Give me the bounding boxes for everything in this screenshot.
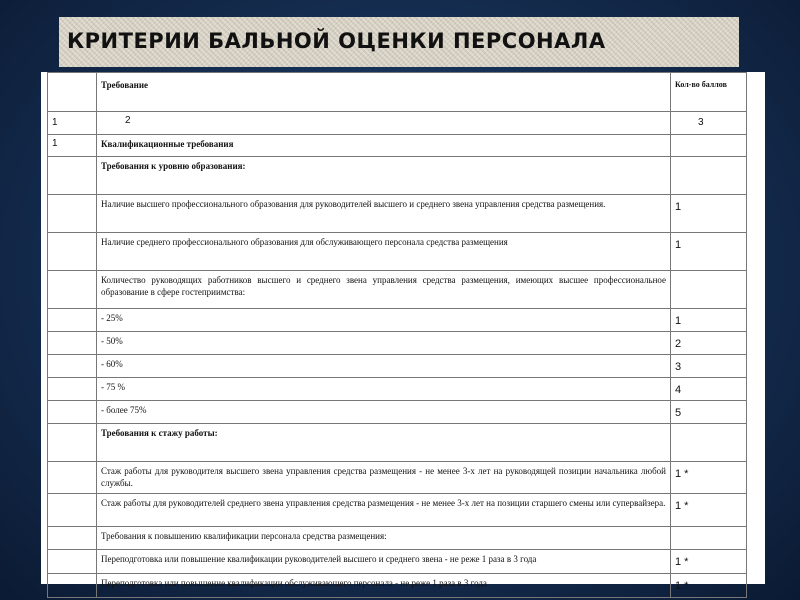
row-requirement: Квалификационные требования (97, 135, 671, 157)
row-requirement: Требования к стажу работы: (97, 424, 671, 462)
row-number (48, 157, 97, 195)
numbering-col3: 3 (671, 112, 747, 135)
row-points: 1 * (671, 550, 747, 574)
table-row (48, 462, 747, 494)
table-row (48, 401, 747, 424)
row-points: 2 (671, 332, 747, 355)
row-number (48, 401, 97, 424)
table-row (48, 378, 747, 401)
row-number (48, 332, 97, 355)
row-number (48, 271, 97, 309)
table-row (48, 195, 747, 233)
table-row (48, 309, 747, 332)
row-requirement: - более 75% (97, 401, 671, 424)
row-requirement: Наличие высшего профессионального образования для руководителей высшего и среднего звена управления средства размещения. (97, 195, 671, 233)
row-points (671, 157, 747, 195)
row-points: 4 (671, 378, 747, 401)
row-points (671, 527, 747, 550)
header-points: Кол-во баллов (671, 73, 747, 112)
numbering-col2: 2 (97, 112, 671, 135)
row-requirement: Количество руководящих работников высшего и среднего звена управления средства размещения, имеющих высшее профессиональное образование в сфере гостеприимства: (97, 271, 671, 309)
row-number (48, 574, 97, 598)
table-row (48, 550, 747, 574)
row-number (48, 195, 97, 233)
row-requirement: - 50% (97, 332, 671, 355)
row-number (48, 462, 97, 494)
row-number: 1 (48, 135, 97, 157)
table-row (48, 574, 747, 598)
row-number (48, 494, 97, 527)
row-points (671, 135, 747, 157)
row-requirement: Стаж работы для руководителя высшего звена управления средства размещения - не менее 3-х лет на руководящей позиции начальника любой службы. (97, 462, 671, 494)
row-number (48, 378, 97, 401)
row-number (48, 527, 97, 550)
slide-title: КРИТЕРИИ БАЛЬНОЙ ОЦЕНКИ ПЕРСОНАЛА (67, 29, 606, 53)
row-number (48, 309, 97, 332)
table-row (48, 157, 747, 195)
table-row (48, 527, 747, 550)
table-row (48, 494, 747, 527)
row-number (48, 355, 97, 378)
table-row (48, 271, 747, 309)
row-requirement: Стаж работы для руководителей среднего звена управления средства размещения - не менее 3-х лет на позиции старшего смены или супервайзера. (97, 494, 671, 527)
row-requirement: Требования к уровню образования: (97, 157, 671, 195)
row-requirement: - 60% (97, 355, 671, 378)
row-number (48, 233, 97, 271)
table-row (48, 332, 747, 355)
row-requirement: Наличие среднего профессионального образования для обслуживающего персонала средства размещения (97, 233, 671, 271)
row-points: 5 (671, 401, 747, 424)
row-requirement: Переподготовка или повышение квалификации обслуживающего персонала - не реже 1 раза в 3 года (97, 574, 671, 598)
row-points (671, 424, 747, 462)
table-row (48, 355, 747, 378)
numbering-col1: 1 (48, 112, 97, 135)
row-requirement: - 75 % (97, 378, 671, 401)
table-row (48, 233, 747, 271)
row-points: 1 (671, 309, 747, 332)
row-points (671, 271, 747, 309)
row-points: 1 * (671, 494, 747, 527)
header-number (48, 73, 97, 112)
row-requirement: Переподготовка или повышение квалификации руководителей высшего и среднего звена - не реже 1 раза в 3 года (97, 550, 671, 574)
row-points: 1 * (671, 574, 747, 598)
table-row (48, 424, 747, 462)
row-requirement: - 25% (97, 309, 671, 332)
row-points: 3 (671, 355, 747, 378)
row-points: 1 * (671, 462, 747, 494)
title-banner (59, 17, 739, 67)
table-row (48, 135, 747, 157)
criteria-table (47, 72, 747, 598)
header-requirement: Требование (97, 73, 671, 112)
table-numbering-row (48, 112, 747, 135)
criteria-table-sheet (41, 72, 765, 592)
row-points: 1 (671, 195, 747, 233)
row-points: 1 (671, 233, 747, 271)
row-number (48, 550, 97, 574)
row-number (48, 424, 97, 462)
table-header-row (48, 73, 747, 112)
row-requirement: Требования к повышению квалификации персонала средства размещения: (97, 527, 671, 550)
